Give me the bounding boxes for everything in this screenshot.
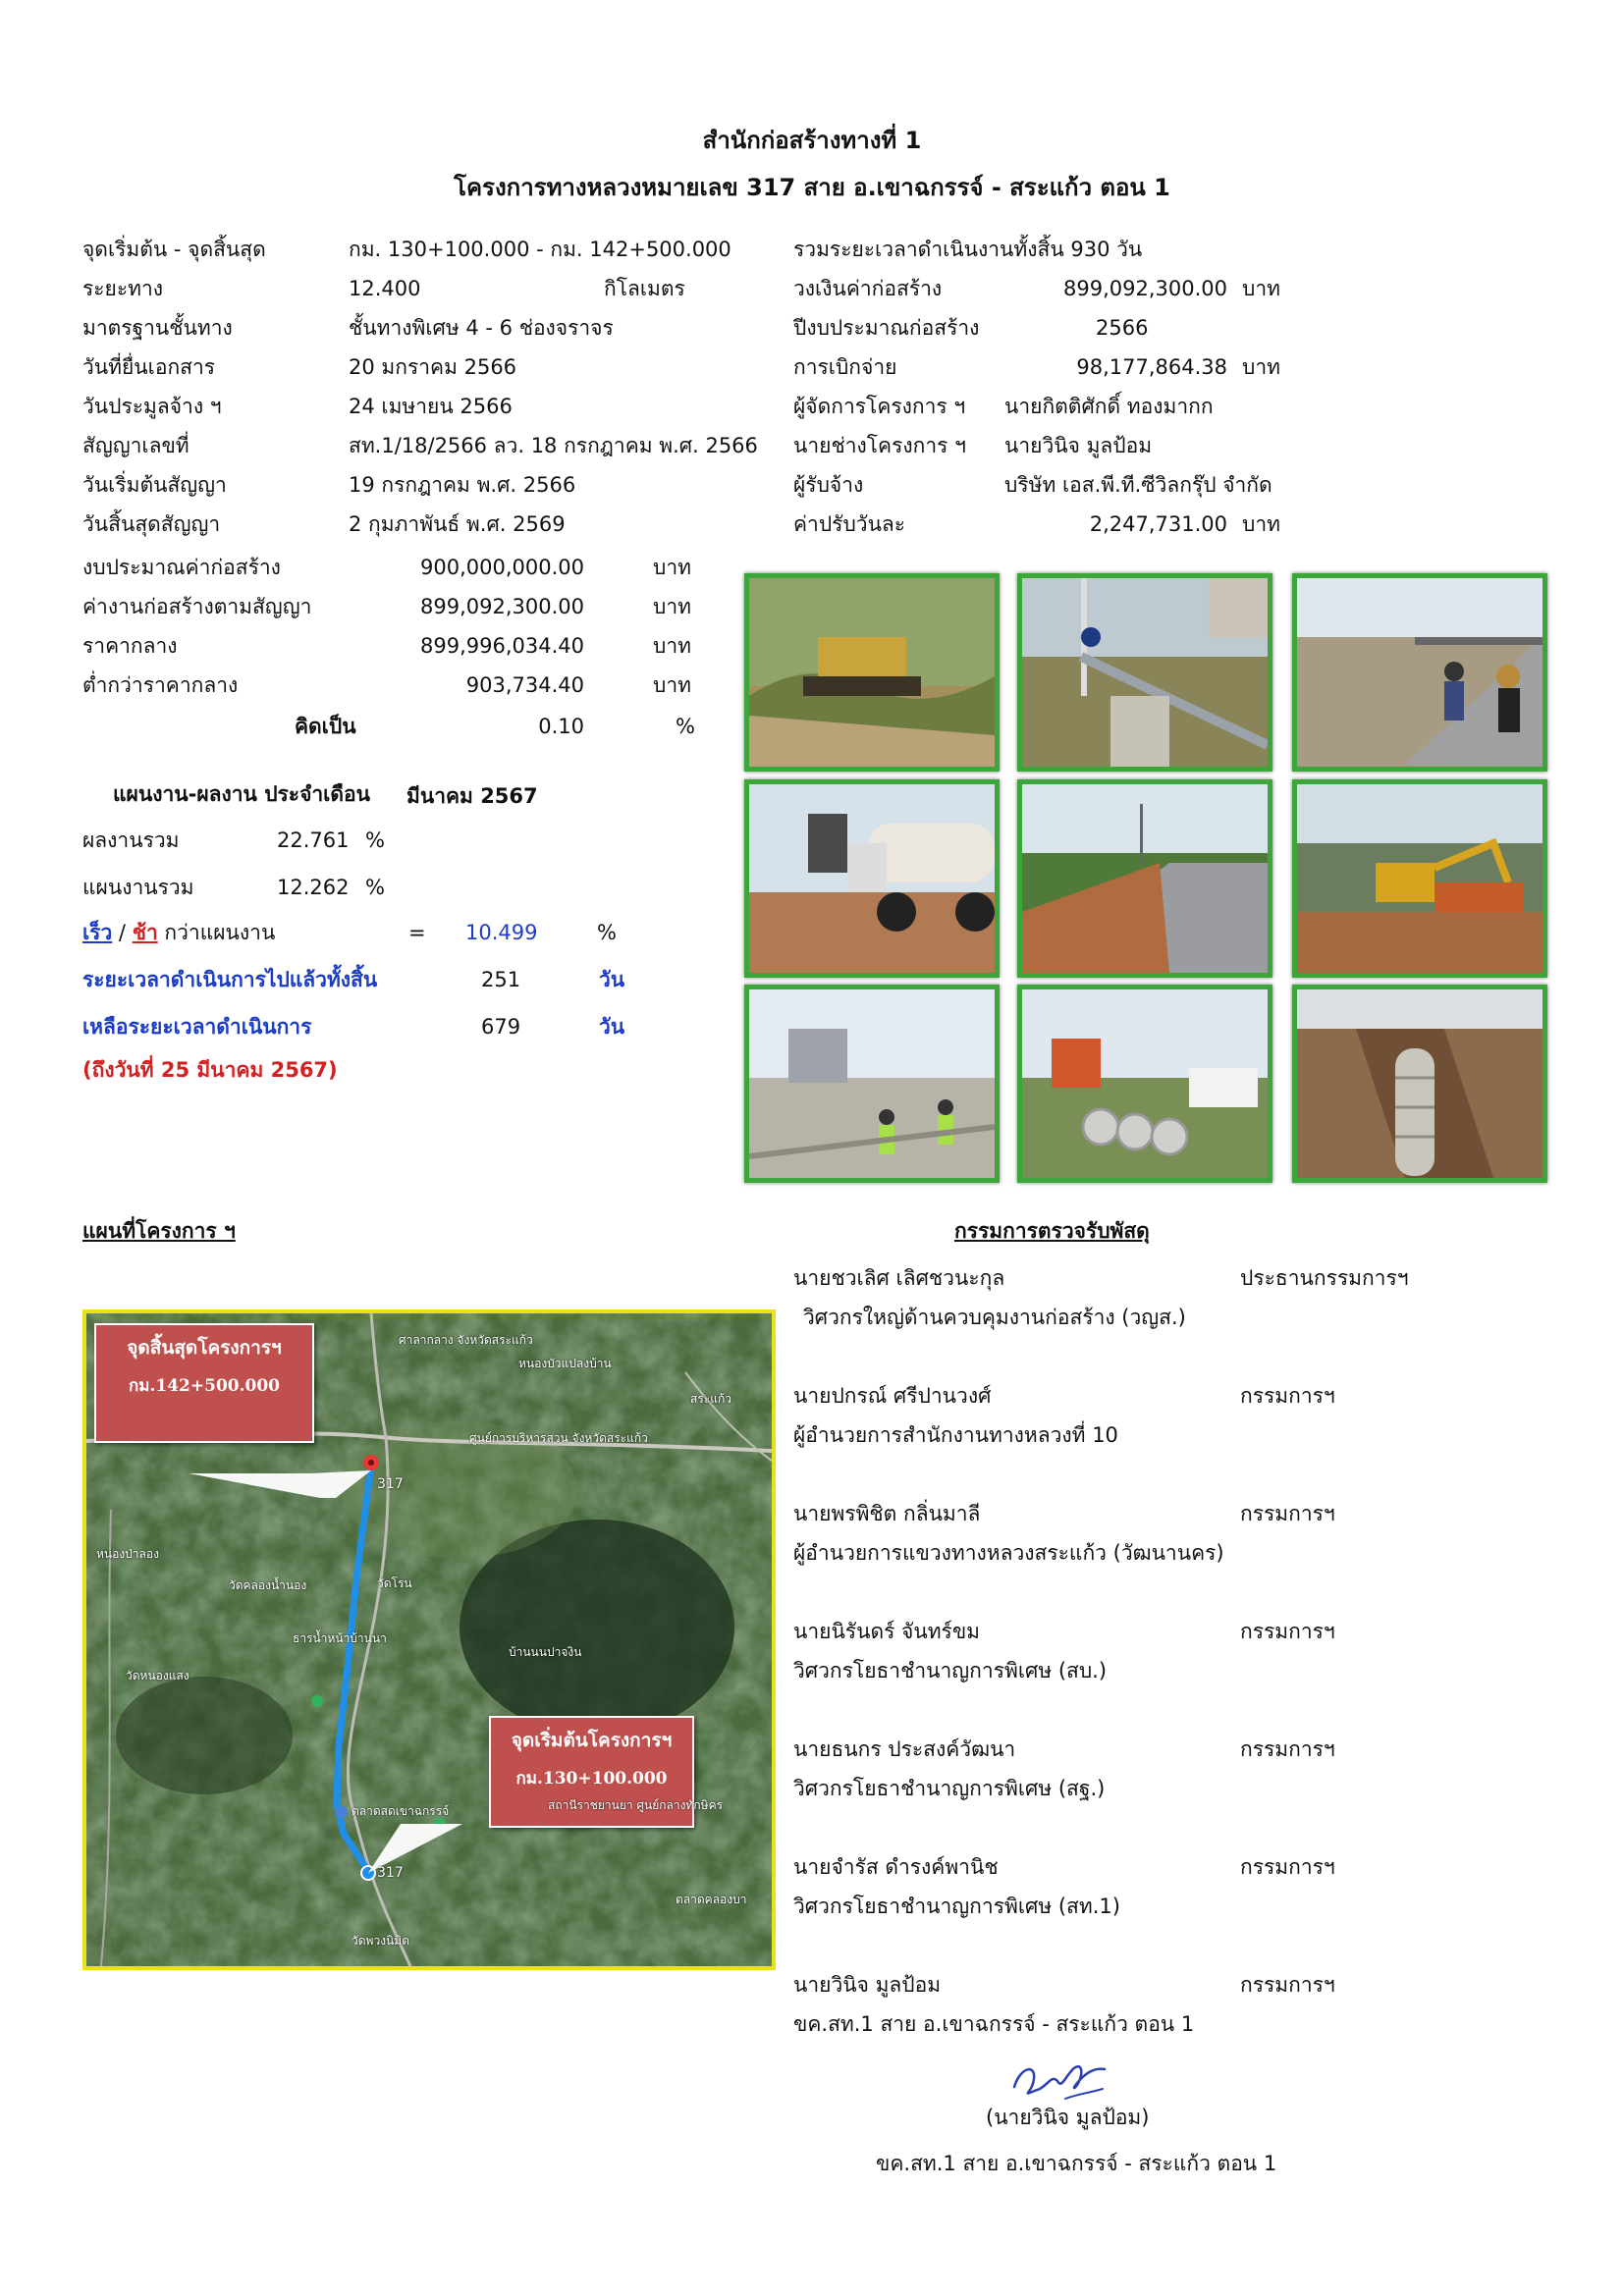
plan-unit: %	[365, 876, 385, 899]
construction-photo-workers-median	[1292, 573, 1547, 772]
map-place-label: หนองป่าลอง	[96, 1547, 159, 1561]
end-callout-km: กม.142+500.000	[128, 1376, 281, 1396]
info-right-label: ผู้รับจ้าง	[793, 473, 864, 497]
info-right-value: 98,177,864.38	[1076, 355, 1227, 379]
percent-unit: %	[676, 715, 695, 738]
plan-value: 12.262	[277, 876, 350, 899]
member-role: กรรมการฯ	[1240, 1384, 1335, 1408]
progress-title: แผนงาน-ผลงาน ประจำเดือน	[113, 782, 370, 806]
map-place-label: สระแก้ว	[690, 1392, 731, 1406]
info-left-value: 2 กุมภาพันธ์ พ.ศ. 2569	[349, 512, 566, 536]
map-place-label: วัดคลองน้ำนอง	[229, 1578, 307, 1592]
percent-value: 0.10	[538, 715, 584, 738]
info-left-label: วันที่ยื่นเอกสาร	[82, 355, 216, 379]
signature	[1006, 2050, 1114, 2104]
actual-label: ผลงานรวม	[82, 828, 180, 852]
percent-label: คิดเป็น	[295, 715, 356, 738]
member-name: นายพรพิชิต กลิ่นมาลี	[793, 1502, 981, 1525]
construction-photo-concrete-pipes-stack	[1017, 985, 1272, 1183]
diff-value: 10.499	[465, 921, 538, 944]
info-left-value: 19 กรกฎาคม พ.ศ. 2566	[349, 473, 576, 497]
info-right-label: ปีงบประมาณก่อสร้าง	[793, 316, 980, 340]
info-right-value: นายกิตติศักดิ์ ทองมากก	[1004, 395, 1214, 418]
member-role: กรรมการฯ	[1240, 1737, 1335, 1761]
member-name: นายปกรณ์ ศรีปานวงศ์	[793, 1384, 992, 1408]
budget-unit: บาท	[653, 634, 691, 658]
member-name: นายวินิจ มูลป้อม	[793, 1973, 942, 1997]
info-left-value: 20 มกราคม 2566	[349, 355, 517, 379]
member-title: วิศวกรโยธาชำนาญการพิเศษ (สบ.)	[793, 1659, 1108, 1682]
progress-month: มีนาคม 2567	[406, 784, 538, 808]
committee-heading: กรรมการตรวจรับพัสดุ	[954, 1219, 1150, 1243]
compare-row	[82, 921, 275, 944]
elapsed-unit: วัน	[599, 968, 625, 991]
budget-value: 900,000,000.00	[420, 556, 584, 579]
asof-date: (ถึงวันที่ 25 มีนาคม 2567)	[82, 1058, 338, 1082]
actual-unit: %	[365, 828, 385, 852]
info-left-label: วันประมูลจ้าง ฯ	[82, 395, 222, 418]
budget-value: 903,734.40	[465, 673, 584, 697]
remain-label: เหลือระยะเวลาดำเนินการ	[82, 1015, 312, 1039]
signer-name: (นายวินิจ มูลป้อม)	[986, 2106, 1150, 2129]
info-left-unit: กิโลเมตร	[604, 277, 685, 300]
info-left-label: มาตรฐานชั้นทาง	[82, 316, 233, 340]
plan-label: แผนงานรวม	[82, 876, 194, 899]
member-title: วิศวกรใหญ่ด้านควบคุมงานก่อสร้าง (วญส.)	[803, 1306, 1186, 1329]
end-callout-title: จุดสิ้นสุดโครงการฯ	[127, 1337, 282, 1359]
budget-value: 899,092,300.00	[420, 595, 584, 618]
map-place-label: บ้านนนปาจงิน	[509, 1645, 582, 1659]
info-right-unit: บาท	[1242, 277, 1280, 300]
info-left-value: 12.400	[349, 277, 421, 300]
budget-label: งบประมาณค่าก่อสร้าง	[82, 556, 281, 579]
diff-unit: %	[597, 921, 617, 944]
info-right-unit: บาท	[1242, 512, 1280, 536]
office-title: สำนักก่อสร้างทางที่ 1	[702, 127, 922, 154]
construction-photo-excavator-quarry	[1292, 779, 1547, 978]
info-left-label: วันสิ้นสุดสัญญา	[82, 512, 221, 536]
member-role: กรรมการฯ	[1240, 1973, 1335, 1997]
construction-photo-tanker-roller	[744, 779, 1000, 978]
info-left-value: กม. 130+100.000 - กม. 142+500.000	[349, 238, 731, 261]
info-left-value: สท.1/18/2566 ลว. 18 กรกฎาคม พ.ศ. 2566	[349, 434, 758, 457]
start-callout-title: จุดเริ่มต้นโครงการฯ	[511, 1730, 673, 1751]
info-right-label: วงเงินค่าก่อสร้าง	[793, 277, 943, 300]
signer-title: ขค.สท.1 สาย อ.เขาฉกรรจ์ - สระแก้ว ตอน 1	[876, 2152, 1277, 2175]
map-place-label: วัดหนองแสง	[126, 1669, 189, 1682]
member-name: นายจำรัส ดำรงค์พานิช	[793, 1855, 999, 1879]
construction-photo-pipe-laying	[1017, 573, 1272, 772]
info-left-label: สัญญาเลขที่	[82, 434, 189, 457]
project-map	[82, 1309, 776, 1970]
slash: /	[112, 921, 133, 944]
info-right-value: นายวินิจ มูลป้อม	[1004, 434, 1153, 457]
member-role: ประธานกรรมการฯ	[1240, 1266, 1409, 1290]
map-place-label: วัดพวงนิมิต	[352, 1934, 409, 1948]
actual-value: 22.761	[277, 828, 350, 852]
map-place-label: ตลาดสดเขาฉกรรจ์	[352, 1804, 450, 1818]
construction-photo-drainage-pipes-trench	[1292, 985, 1547, 1183]
member-title: ผู้อำนวยการสำนักงานทางหลวงที่ 10	[793, 1423, 1118, 1447]
info-right-label: ค่าปรับวันละ	[793, 512, 906, 536]
info-right-value: 2566	[1096, 316, 1149, 340]
map-place-label: สถานีราชยานยา ศูนย์กลางทักษิคร	[548, 1798, 724, 1812]
map-place-label: ศาลากลาง จังหวัดสระแก้ว	[399, 1333, 533, 1347]
member-title: วิศวกรโยธาชำนาญการพิเศษ (สท.1)	[793, 1895, 1120, 1918]
construction-photo-concrete-paving	[744, 985, 1000, 1183]
info-right-label: รวมระยะเวลาดำเนินงานทั้งสิ้น 930 วัน	[793, 238, 1143, 261]
info-left-value: ชั้นทางพิเศษ 4 - 6 ช่องจราจร	[349, 316, 614, 340]
member-name: นายธนกร ประสงค์วัฒนา	[793, 1737, 1016, 1761]
info-right-label: ผู้จัดการโครงการ ฯ	[793, 395, 966, 418]
member-role: กรรมการฯ	[1240, 1855, 1335, 1879]
budget-value: 899,996,034.40	[420, 634, 584, 658]
elapsed-label: ระยะเวลาดำเนินการไปแล้วทั้งสิ้น	[82, 968, 378, 991]
info-right-label: การเบิกจ่าย	[793, 355, 897, 379]
end-callout	[94, 1323, 314, 1443]
equals-sign: =	[408, 921, 426, 944]
construction-photo-bulldozer-clearing	[744, 573, 1000, 772]
info-left-value: 24 เมษายน 2566	[349, 395, 513, 418]
info-right-label: นายช่างโครงการ ฯ	[793, 434, 966, 457]
map-heading: แผนที่โครงการ ฯ	[82, 1219, 236, 1243]
remain-value: 679	[481, 1015, 521, 1039]
budget-unit: บาท	[653, 556, 691, 579]
compare-label: กว่าแผนงาน	[157, 921, 276, 944]
member-title: วิศวกรโยธาชำนาญการพิเศษ (สฐ.)	[793, 1777, 1106, 1800]
budget-label: ค่างานก่อสร้างตามสัญญา	[82, 595, 312, 618]
map-place-label: ศูนย์การบริหารสวน จังหวัดสระแก้ว	[469, 1431, 648, 1445]
fast-label: เร็ว	[82, 921, 113, 944]
info-right-value: 2,247,731.00	[1089, 512, 1227, 536]
member-role: กรรมการฯ	[1240, 1620, 1335, 1643]
map-place-label: ตลาดคลองบา	[676, 1893, 747, 1906]
budget-label: ต่ำกว่าราคากลาง	[82, 673, 239, 697]
map-place-label: หนองบัวแปลงบ้าน	[518, 1357, 612, 1370]
slow-label: ช้า	[132, 921, 158, 944]
project-title: โครงการทางหลวงหมายเลข 317 สาย อ.เขาฉกรรจ์ - สระแก้ว ตอน 1	[454, 174, 1170, 201]
budget-label: ราคากลาง	[82, 634, 178, 658]
info-right-value: บริษัท เอส.พี.ที.ซีวิลกรุ๊ป จำกัด	[1004, 473, 1272, 497]
info-left-label: วันเริ่มต้นสัญญา	[82, 473, 227, 497]
member-title: ผู้อำนวยการแขวงทางหลวงสระแก้ว (วัฒนานคร)	[793, 1541, 1224, 1565]
member-role: กรรมการฯ	[1240, 1502, 1335, 1525]
member-name: นายชวเลิศ เลิศชวนะกุล	[793, 1266, 1005, 1290]
road-label-top: 317	[377, 1476, 404, 1492]
budget-unit: บาท	[653, 595, 691, 618]
member-name: นายนิรันดร์ จันทร์ขม	[793, 1620, 981, 1643]
member-title: ขค.สท.1 สาย อ.เขาฉกรรจ์ - สระแก้ว ตอน 1	[793, 2012, 1195, 2036]
start-callout-km: กม.130+100.000	[515, 1769, 668, 1789]
info-left-label: ระยะทาง	[82, 277, 164, 300]
remain-unit: วัน	[599, 1015, 625, 1039]
info-right-value: 899,092,300.00	[1063, 277, 1227, 300]
elapsed-value: 251	[481, 968, 521, 991]
map-place-label: ธารน้ำหน้าบ้านนา	[293, 1631, 387, 1645]
construction-photo-dirt-road-edge	[1017, 779, 1272, 978]
info-right-unit: บาท	[1242, 355, 1280, 379]
budget-unit: บาท	[653, 673, 691, 697]
road-label-bottom: 317	[377, 1865, 404, 1881]
map-place-label: วัดโรน	[377, 1576, 412, 1590]
info-left-label: จุดเริ่มต้น - จุดสิ้นสุด	[82, 238, 266, 261]
